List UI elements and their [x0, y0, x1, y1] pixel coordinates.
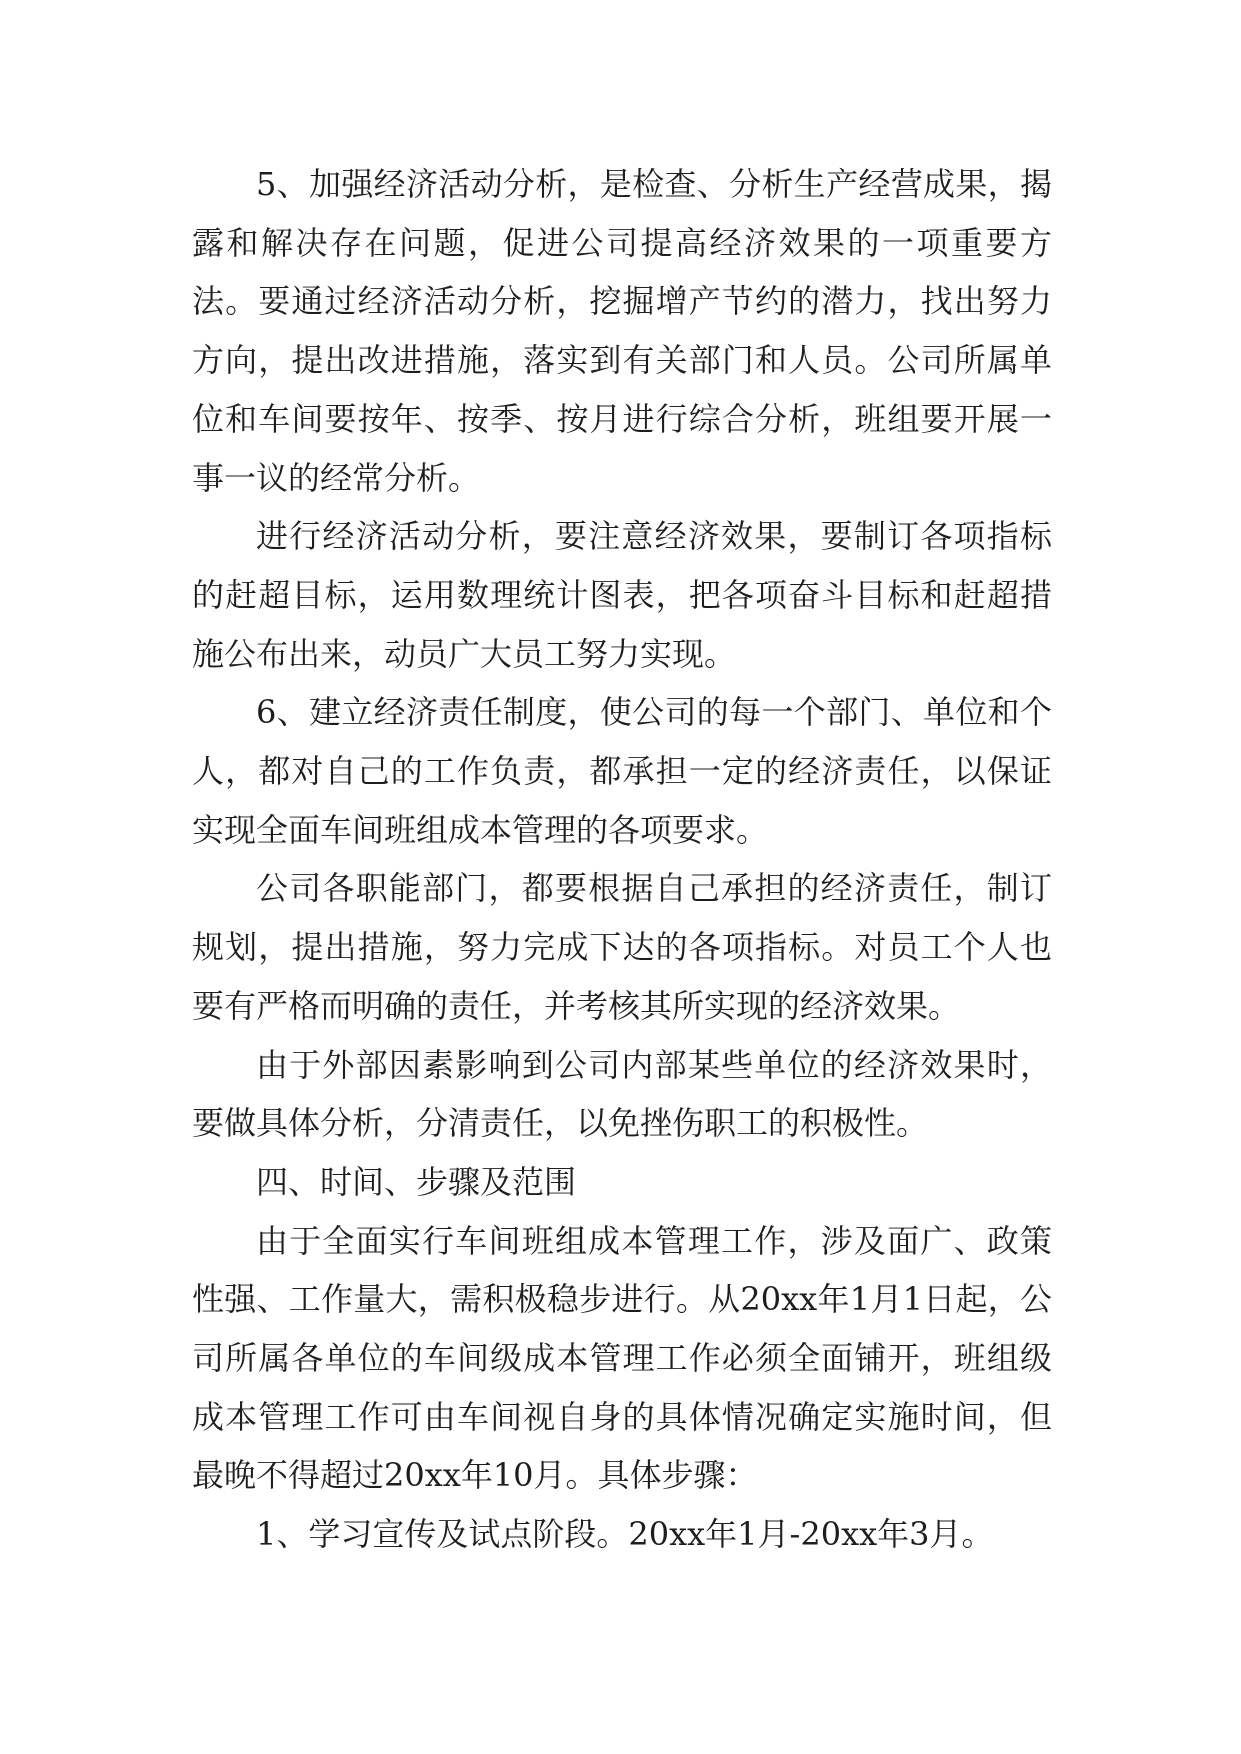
paragraph-economic-analysis: 5、加强经济活动分析，是检查、分析生产经营成果，揭露和解决存在问题，促进公司提高经济效果的一项重要方法。要通过经济活动分析，挖掘增产节约的潜力，找出努力方向，提出改进措施，落实到有关部门和人员。公司所属单位和车间要按年、按季、按月进行综合分析，班组要开展一事一议的经常分析。 [192, 165, 1052, 497]
paragraph-analysis-targets: 进行经济活动分析，要注意经济效果，要制订各项指标的赶超目标，运用数理统计图表，把各项奋斗目标和赶超措施公布出来，动员广大员工努力实现。 [192, 517, 1052, 673]
document-body [192, 155, 1052, 1564]
section-heading-timeline: 四、时间、步骤及范围 [256, 1162, 577, 1201]
paragraph-implementation-schedule: 由于全面实行车间班组成本管理工作，涉及面广、政策性强、工作量大，需积极稳步进行。从20xx年1月1日起，公司所属各单位的车间级成本管理工作必须全面铺开，班组级成本管理工作可由车间视自身的具体情况确定实施时间，但最晚不得超过20xx年10月。具体步骤： [192, 1221, 1052, 1495]
paragraph-department-duties: 公司各职能部门，都要根据自己承担的经济责任，制订规划，提出措施，努力完成下达的各项指标。对员工个人也要有严格而明确的责任，并考核其所实现的经济效果。 [192, 869, 1052, 1025]
paragraph-external-factors: 由于外部因素影响到公司内部某些单位的经济效果时，要做具体分析，分清责任，以免挫伤职工的积极性。 [192, 1045, 1052, 1143]
paragraph-step-one: 1、学习宣传及试点阶段。20xx年1月-20xx年3月。 [256, 1515, 994, 1554]
paragraph-responsibility-system: 6、建立经济责任制度，使公司的每一个部门、单位和个人，都对自己的工作负责，都承担一定的经济责任，以保证实现全面车间班组成本管理的各项要求。 [192, 693, 1052, 849]
